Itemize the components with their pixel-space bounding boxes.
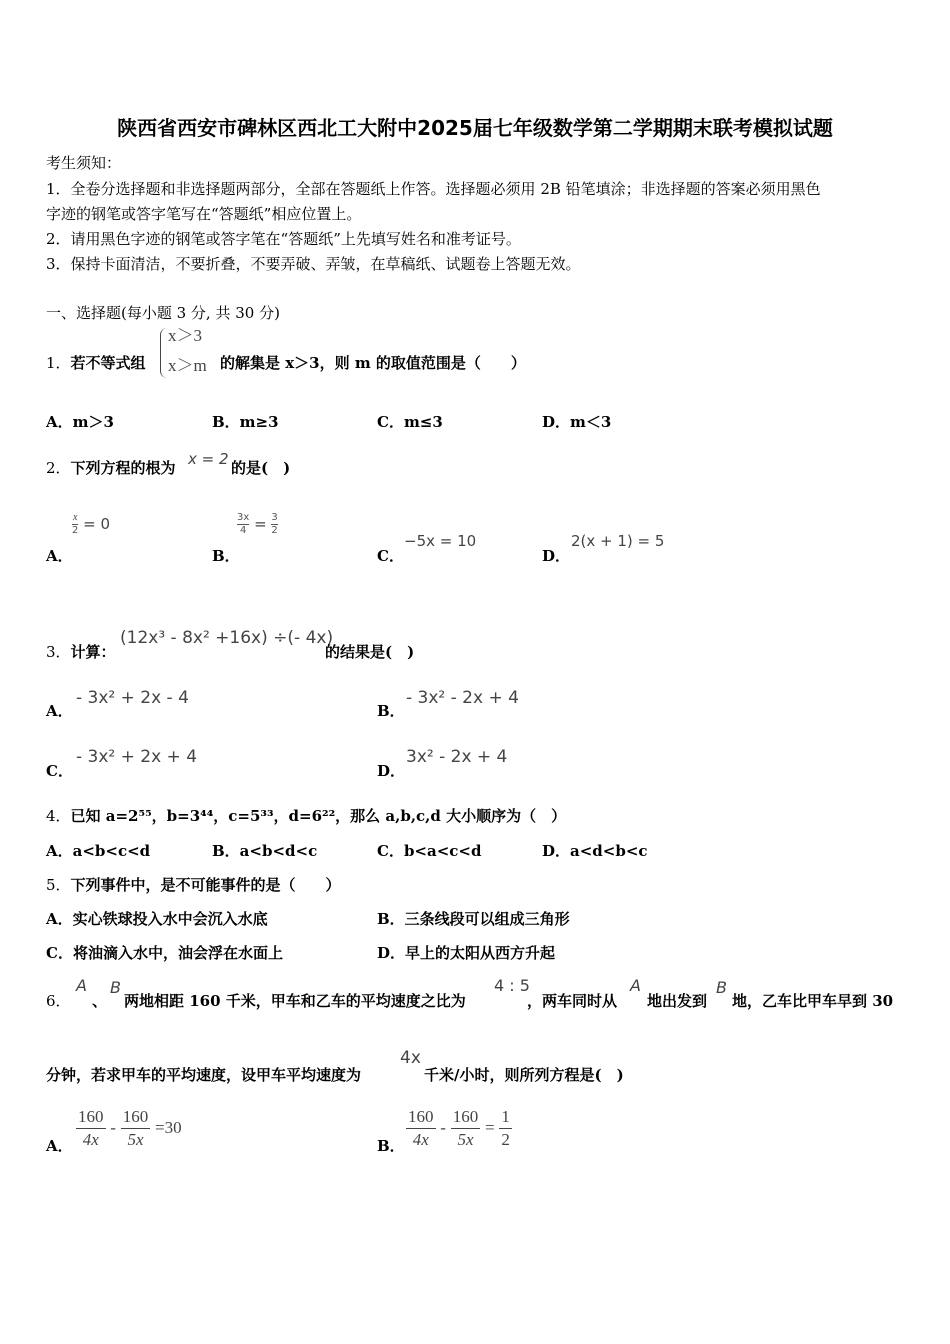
option-d-equation[interactable]: 2(x + 1) = 5 xyxy=(571,532,665,550)
question-text-1: 两地相距 160 千米，甲车和乙车的平均速度之比为 xyxy=(124,992,466,1010)
option-b[interactable]: B．a<b<d<c xyxy=(212,842,318,860)
question-number: 5． xyxy=(46,876,71,894)
question-2 xyxy=(46,457,176,478)
option-b-label[interactable]: B． xyxy=(212,547,240,565)
option-c-expression[interactable]: - 3x² + 2x + 4 xyxy=(76,747,198,767)
option-b-label[interactable]: B． xyxy=(377,1137,405,1155)
option-a-label[interactable]: A． xyxy=(46,1137,73,1155)
option-c-label[interactable]: C． xyxy=(377,547,404,565)
inequality-1: x＞3 xyxy=(168,326,202,345)
point-b: B xyxy=(716,978,727,997)
point-a: A xyxy=(76,976,87,995)
question-number: 2． xyxy=(46,459,71,477)
option-b[interactable]: B．m≥3 xyxy=(212,413,279,431)
question-text-post: 的解集是 x＞3，则 m 的取值范围是（ ） xyxy=(220,354,526,372)
option-b-label[interactable]: B． xyxy=(377,702,405,720)
ratio: 4 : 5 xyxy=(494,976,530,995)
option-c[interactable]: C．将油滴入水中，油会浮在水面上 xyxy=(46,944,283,962)
question-text-3: 地出发到 xyxy=(647,992,708,1010)
option-b[interactable]: B．三条线段可以组成三角形 xyxy=(377,910,570,928)
expression: (12x³ - 8x² +16x) ÷(- 4x) xyxy=(120,628,334,648)
question-6-number: 6． xyxy=(46,992,71,1010)
option-d-expression[interactable]: 3x² - 2x + 4 xyxy=(406,747,508,767)
question-text-post: 的结果是( ) xyxy=(325,643,415,661)
page-title: 陕西省西安市碑林区西北工大附中2025届七年级数学第二学期期末联考模拟试题 xyxy=(117,116,833,140)
option-d-label[interactable]: D． xyxy=(377,762,406,780)
option-d[interactable]: D．a<d<b<c xyxy=(542,842,648,860)
option-c-label[interactable]: C． xyxy=(46,762,73,780)
separator: 、 xyxy=(92,992,108,1010)
option-a-expression[interactable]: - 3x² + 2x - 4 xyxy=(76,688,189,708)
inequality-2: x＞m xyxy=(168,356,207,375)
option-a[interactable]: A．实心铁球投入水中会沉入水底 xyxy=(46,910,268,928)
option-a-equation[interactable]: $\frac{160}{4x}$ - $\frac{160}{5x}$ =30 xyxy=(78,1107,182,1149)
root-expression: x = 2 xyxy=(188,450,229,468)
question-5 xyxy=(46,874,341,895)
notice-item-3: 3．保持卡面清洁，不要折叠，不要弄破、弄皱，在草稿纸、试题卷上答题无效。 xyxy=(46,255,581,273)
option-b-expression[interactable]: - 3x² - 2x + 4 xyxy=(406,688,519,708)
point-b: B xyxy=(110,978,121,997)
question-number: 1． xyxy=(46,354,71,372)
option-d-label[interactable]: D． xyxy=(542,547,571,565)
notice-item-2: 2．请用黑色字迹的钢笔或答字笔在“答题纸”上先填写姓名和准考证号。 xyxy=(46,230,521,248)
notice-item-1-cont: 字迹的钢笔或答字笔写在“答题纸”相应位置上。 xyxy=(46,205,362,223)
question-1 xyxy=(46,352,146,373)
question-text-6: 千米/小时，则所列方程是( ) xyxy=(424,1066,624,1084)
option-c-equation[interactable]: −5x = 10 xyxy=(404,532,477,550)
question-text: 计算： xyxy=(70,643,116,661)
question-4 xyxy=(46,805,566,826)
question-text: 下列方程的根为 xyxy=(70,459,176,477)
option-a[interactable]: A．a<b<c<d xyxy=(46,842,151,860)
option-b-equation[interactable]: $\frac{160}{4x}$ - $\frac{160}{5x}$ = $\frac{1}{2}$ xyxy=(408,1107,510,1149)
question-number: 4． xyxy=(46,807,71,825)
option-a[interactable]: A．m＞3 xyxy=(46,413,114,431)
notice-item-1: 1．全卷分选择题和非选择题两部分，全部在答题纸上作答。选择题必须用 2B 铅笔填涂；非选择题的答案必须用黑色 xyxy=(46,180,821,198)
notice-heading: 考生须知： xyxy=(46,154,122,172)
option-d[interactable]: D．早上的太阳从西方升起 xyxy=(377,944,556,962)
question-text-4: 地，乙车比甲车早到 30 xyxy=(732,992,894,1010)
point-a: A xyxy=(630,976,641,995)
question-text-post: 的是( ) xyxy=(231,459,291,477)
option-a-label[interactable]: A． xyxy=(46,702,73,720)
option-c[interactable]: C．m≤3 xyxy=(377,413,443,431)
section-heading: 一、选择题(每小题 3 分, 共 30 分) xyxy=(46,304,280,322)
option-b-equation[interactable]: $\frac{3x}{4}$ = $\frac{3}{2}$ xyxy=(237,512,278,536)
system-brace xyxy=(160,328,167,378)
question-text: 已知 a=2⁵⁵，b=3⁴⁴，c=5³³，d=6²²，那么 a,b,c,d 大小顺序为（ ） xyxy=(70,807,567,825)
option-d[interactable]: D．m＜3 xyxy=(542,413,612,431)
question-text-2: ，两车同时从 xyxy=(527,992,618,1010)
option-a-equation[interactable]: $\frac{x}{2}$ = 0 xyxy=(72,512,111,536)
option-c[interactable]: C．b<a<c<d xyxy=(377,842,482,860)
question-text: 若不等式组 xyxy=(70,354,146,372)
question-text-5: 分钟，若求甲车的平均速度，设甲车平均速度为 xyxy=(46,1066,362,1084)
question-number: 3． xyxy=(46,643,71,661)
option-a-label[interactable]: A． xyxy=(46,547,73,565)
speed-expression: 4x xyxy=(400,1048,421,1068)
question-3 xyxy=(46,641,116,662)
question-text: 下列事件中，是不可能事件的是（ ） xyxy=(70,876,341,894)
